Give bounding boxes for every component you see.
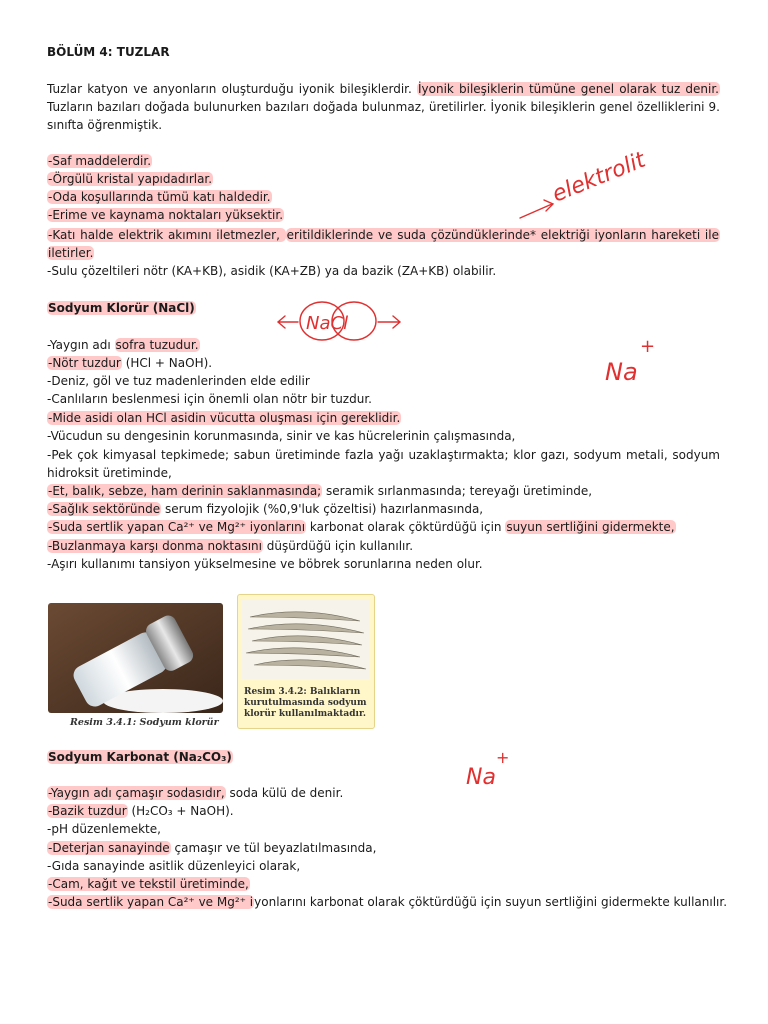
na-plus-note-2: Na	[466, 765, 496, 790]
nacl-item-12: -Aşırı kullanımı tansiyon yükselmesine ve böbrek sorunlarına neden olur.	[47, 557, 483, 571]
nacl-item-6: -Vücudun su dengesinin korunmasında, sinir ve kas hücrelerinin çalışmasında,	[47, 429, 516, 443]
nacl-item-11-a: -Buzlanmaya karşı donma noktasını	[48, 539, 262, 553]
property-6: -Sulu çözeltileri nötr (KA+KB), asidik (KA+ZB) ya da bazik (ZA+KB) olabilir.	[47, 264, 497, 278]
property-3-text: -Oda koşullarında tümü katı haldedir.	[48, 190, 271, 204]
property-4	[47, 206, 284, 224]
property-5	[47, 226, 720, 244]
property-5-cont	[47, 244, 94, 262]
caption-2: Resim 3.4.2: Balıkların kurutulmasında sodyum klorür kullanılmaktadır.	[244, 687, 367, 719]
na2co3-item-6	[47, 875, 250, 893]
dried-fish-image	[242, 599, 370, 679]
nacl-item-8	[47, 482, 592, 500]
intro-line-3: sınıfta öğrenmiştik.	[47, 118, 163, 132]
na2co3-item-7-b: yonlarını karbonat olarak çöktürdüğü için suyun sertliğini gidermekte kullanılır.	[254, 895, 728, 909]
na2co3-item-2-b: (H₂CO₃ + NaOH).	[127, 804, 234, 818]
na2co3-item-7	[47, 893, 727, 911]
plus-note-2: +	[496, 748, 510, 767]
na2co3-heading-text: Sodyum Karbonat (Na₂CO₃)	[48, 750, 232, 764]
nacl-item-3: -Deniz, göl ve tuz madenlerinden elde edilir	[47, 374, 310, 388]
na2co3-heading	[47, 748, 233, 766]
nacl-item-10	[47, 518, 676, 536]
nacl-item-2	[47, 354, 212, 372]
na2co3-item-7-a: -Suda sertlik yapan Ca²⁺ ve Mg²⁺ i	[48, 895, 254, 909]
nacl-item-10-a: -Suda sertlik yapan Ca²⁺ ve Mg²⁺ iyonlarını	[48, 520, 306, 534]
property-5-text-c: iletirler.	[48, 246, 94, 260]
nacl-item-11	[47, 537, 413, 555]
nacl-item-10-b: karbonat olarak çöktürdüğü için	[306, 520, 506, 534]
nacl-heading-text: Sodyum Klorür (NaCl)	[48, 301, 195, 315]
nacl-item-8-b: seramik sırlanmasında; tereyağı üretiminde,	[322, 484, 593, 498]
nacl-item-7: -Pek çok kimyasal tepkimede; sabun üretiminde fazla yağı uzaklaştırmakta; klor gazı, sodyum metali, sodyum	[47, 448, 720, 462]
nacl-note-na: NaCl	[306, 313, 349, 334]
chapter-title: BÖLÜM 4: TUZLAR	[47, 45, 170, 59]
nacl-circle-left	[300, 302, 344, 340]
na2co3-item-1-b: soda külü de denir.	[225, 786, 344, 800]
plus-note-1: +	[640, 336, 656, 357]
nacl-item-5-text: -Mide asidi olan HCl asidin vücutta oluşması için gereklidir.	[48, 411, 401, 425]
intro-highlight: İyonik bileşiklerin tümüne genel olarak tuz denir.	[417, 82, 719, 96]
nacl-item-9-a: -Sağlık sektöründe	[48, 502, 161, 516]
na2co3-item-3: -pH düzenlemekte,	[47, 822, 161, 836]
na2co3-item-1	[47, 784, 343, 802]
nacl-circle-right	[332, 302, 376, 340]
na2co3-item-1-a: -Yaygın adı çamaşır sodasıdır,	[48, 786, 225, 800]
property-3	[47, 188, 272, 206]
property-2	[47, 170, 213, 188]
nacl-item-4: -Canlıların beslenmesi için önemli olan nötr bir tuzdur.	[47, 392, 372, 406]
property-1-text: -Saf maddelerdir.	[48, 154, 152, 168]
nacl-arrow-right	[378, 316, 400, 328]
dried-fish-photo	[237, 594, 375, 729]
na2co3-item-4-b: çamaşır ve tül beyazlatılmasında,	[170, 841, 377, 855]
nacl-item-7-cont: hidroksit üretiminde,	[47, 466, 172, 480]
nacl-item-1-a: -Yaygın adı	[47, 338, 115, 352]
na2co3-item-6-text: -Cam, kağıt ve tekstil üretiminde,	[48, 877, 249, 891]
property-4-text: -Erime ve kaynama noktaları yüksektir.	[48, 208, 284, 222]
elektrolit-arrow	[520, 204, 552, 218]
caption-1: Resim 3.4.1: Sodyum klorür	[70, 717, 219, 728]
nacl-item-9-b: serum fizyolojik (%0,9'luk çözeltisi) hazırlanmasında,	[161, 502, 484, 516]
intro-text: Tuzlar katyon ve anyonların oluşturduğu iyonik bileşiklerdir.	[47, 82, 417, 96]
intro-line-1	[47, 80, 720, 98]
property-5-text-a: -Katı halde elektrik akımını iletmezler,	[48, 228, 285, 242]
na2co3-item-2	[47, 802, 234, 820]
na2co3-item-4-a: -Deterjan sanayinde	[48, 841, 170, 855]
property-5-text-b: eritildiklerinde ve suda çözündüklerinde* elektriği iyonların hareketi ile	[286, 228, 719, 242]
nacl-item-1	[47, 336, 200, 354]
na2co3-item-4	[47, 839, 376, 857]
nacl-heading	[47, 299, 196, 317]
nacl-item-9	[47, 500, 483, 518]
elektrolit-note: elektrolit	[548, 147, 650, 208]
salt-shaker-photo	[48, 603, 223, 713]
elektrolit-arrow-head	[544, 200, 553, 211]
nacl-item-11-b: düşürdüğü için kullanılır.	[262, 539, 414, 553]
na2co3-item-5: -Gıda sanayinde asitlik düzenleyici olarak,	[47, 859, 301, 873]
na-plus-note-1: Na	[605, 358, 638, 386]
nacl-item-10-c: suyun sertliğini gidermekte,	[506, 520, 675, 534]
nacl-arrow-left	[278, 316, 298, 328]
nacl-item-5	[47, 409, 401, 427]
nacl-item-1-b: sofra tuzudur.	[115, 338, 199, 352]
nacl-item-8-a: -Et, balık, sebze, ham derinin saklanmasında;	[48, 484, 322, 498]
property-1	[47, 152, 152, 170]
nacl-item-2-b: (HCl + NaOH).	[121, 356, 213, 370]
property-2-text: -Örgülü kristal yapıdadırlar.	[48, 172, 213, 186]
na2co3-item-2-a: -Bazik tuzdur	[48, 804, 127, 818]
intro-line-2: Tuzların bazıları doğada bulunurken bazıları doğada bulunmaz, üretilirler. İyonik bileşiklerin genel özelliklerini 9.	[47, 100, 720, 114]
nacl-item-2-a: -Nötr tuzdur	[48, 356, 121, 370]
salt-shaker-image	[48, 603, 223, 713]
